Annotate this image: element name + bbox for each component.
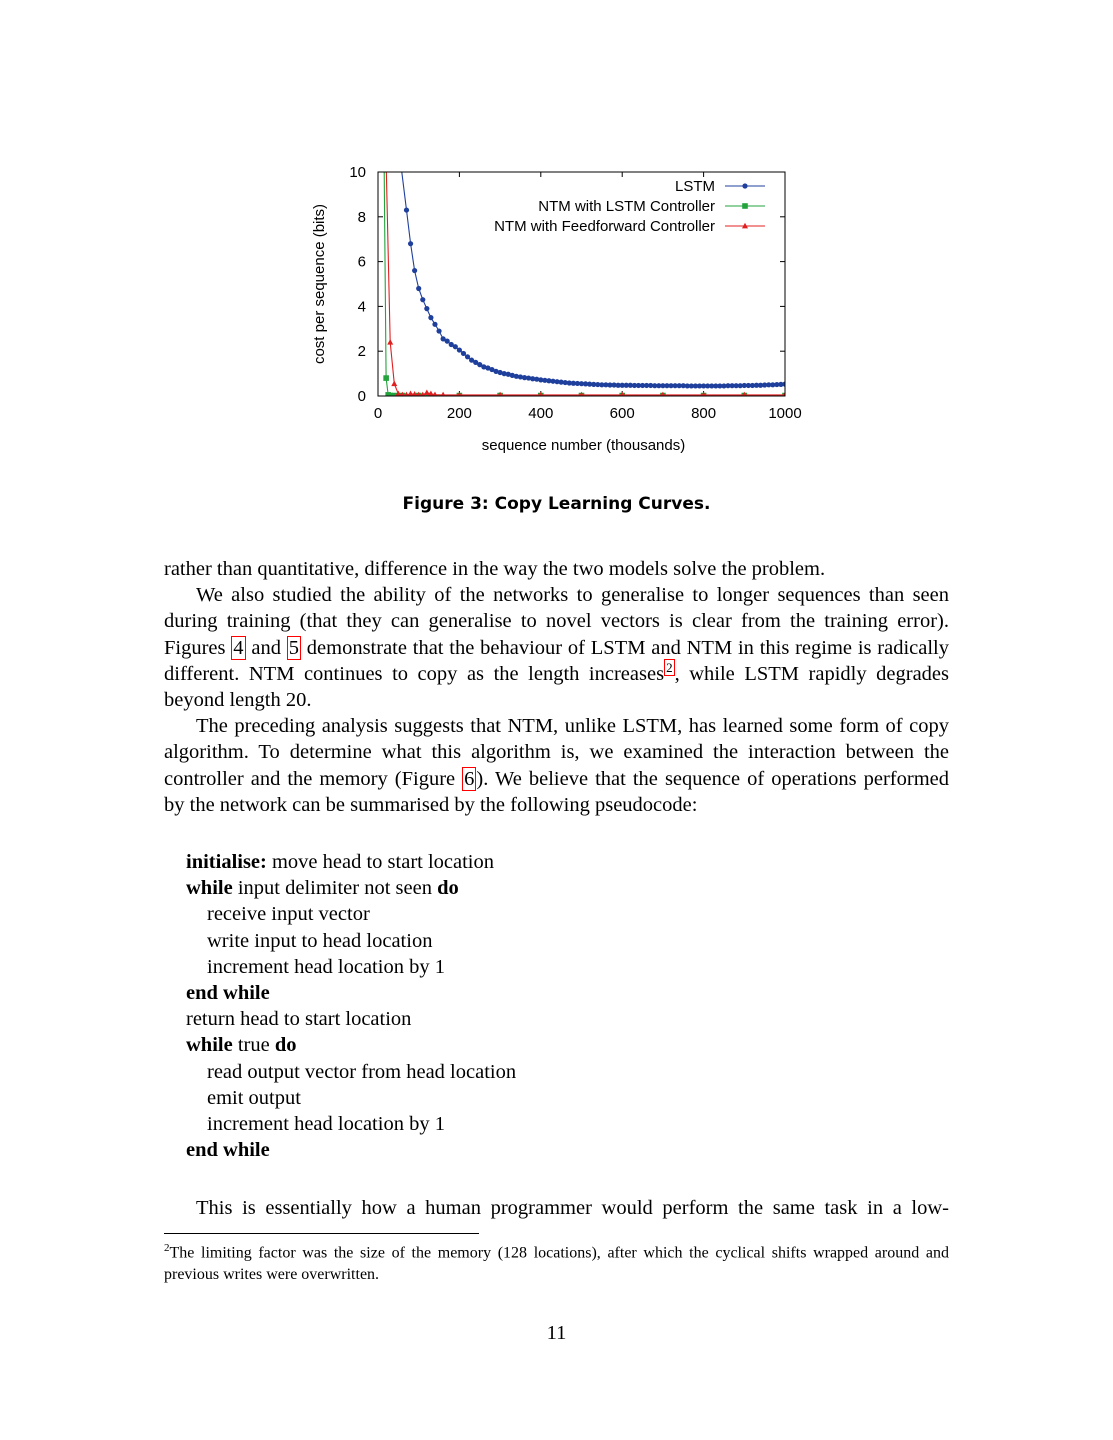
data-point-lstm (436, 328, 441, 333)
data-point-lstm (398, 158, 403, 163)
para2-text-a: We also studied the ability of the networks to generalise to longer sequences than seen during training (that they can generalise to novel vectors is clear from the training error). Figures (164, 584, 949, 659)
pseudo-text: input delimiter not seen (232, 877, 438, 900)
paragraph-2 (164, 582, 949, 713)
x-tick-label: 800 (691, 405, 717, 422)
data-point-ntm-with-feedforward-controller (424, 389, 430, 395)
series-line-ntm-with-lstm-controller (384, 161, 785, 396)
data-point-ntm-with-feedforward-controller (391, 380, 397, 386)
x-tick-label: 1000 (768, 405, 802, 422)
pseudo-line-11: increment head location by 1 (207, 1113, 445, 1136)
series-line-ntm-with-feedforward-controller (386, 161, 785, 395)
legend-label-ntm-with-feedforward-controller: NTM with Feedforward Controller (494, 218, 715, 235)
para3-text-b: ). We believe that the sequence of operations performed by the network can be summarised by the following pseudocode: (164, 767, 950, 816)
pseudo-line-7: return head to start location (186, 1008, 412, 1031)
data-point-ntm-with-lstm-controller (381, 158, 387, 164)
pseudo-line-10: emit output (207, 1086, 301, 1109)
para3-text-a: The preceding analysis suggests that NTM, unlike LSTM, has learned some form of copy algorithm. To determine what this algorithm is, we examined the interaction between the controller and the memory (Figure (164, 715, 949, 790)
data-point-lstm (412, 268, 417, 273)
data-point-ntm-with-feedforward-controller (387, 339, 393, 345)
legend-label-lstm: LSTM (674, 178, 715, 195)
data-point-lstm (408, 241, 413, 246)
data-point-lstm (404, 207, 409, 212)
pseudo-line-5: increment head location by 1 (207, 955, 445, 978)
footnote-mark: 2 (164, 1242, 170, 1254)
x-axis-label: sequence number (thousands) (481, 437, 686, 454)
x-tick-label: 400 (528, 405, 554, 422)
legend-label-ntm-with-lstm-controller: NTM with LSTM Controller (538, 198, 715, 215)
keyword: while (186, 1034, 233, 1057)
para2-text-c: demonstrate that the behaviour of LSTM and NTM in this regime is radically different. NTM continues to copy as the length increases (164, 636, 949, 685)
y-tick-label: 2 (357, 343, 366, 361)
keyword: initialise: (186, 851, 267, 873)
data-point-lstm (424, 306, 429, 311)
pseudo-line-3: receive input vector (207, 903, 370, 926)
data-point-lstm (420, 297, 425, 302)
x-tick-label: 0 (373, 405, 383, 422)
keyword: do (274, 1034, 297, 1057)
pseudo-line-6 (186, 980, 516, 1006)
data-point-lstm (457, 347, 462, 352)
keyword: while (186, 877, 233, 900)
y-tick-label: 6 (357, 253, 366, 271)
pseudo-text: true (232, 1034, 275, 1057)
pseudo-line-1 (186, 849, 516, 875)
pseudo-line-4: write input to head location (207, 929, 433, 952)
legend-marker-ntm-with-lstm-controller (742, 203, 748, 209)
pseudo-line-12 (186, 1137, 516, 1163)
footnote-rule (164, 1233, 479, 1234)
data-point-lstm (416, 286, 421, 291)
keyword: end while (186, 982, 270, 1005)
y-tick-label: 0 (357, 388, 366, 405)
data-point-lstm (465, 354, 470, 359)
legend-marker-lstm (742, 183, 747, 188)
footnote-2-link[interactable]: 2 (666, 659, 673, 675)
figure-caption: Figure 3: Copy Learning Curves. (402, 494, 711, 514)
data-point-lstm (461, 351, 466, 356)
paragraph-1: rather than quantitative, difference in the way the two models solve the problem. (164, 558, 826, 580)
para2-text-b: and (245, 636, 287, 659)
chart-svg (300, 150, 830, 470)
body-text (164, 556, 949, 818)
learning-curves-figure (300, 150, 830, 470)
data-point-lstm (428, 315, 433, 320)
figure-6-link[interactable]: 6 (464, 767, 475, 790)
pseudocode-block (186, 849, 516, 1163)
page-number: 11 (546, 1322, 567, 1344)
figure-4-link[interactable]: 4 (233, 636, 244, 659)
pseudo-line-9: read output vector from head location (207, 1060, 517, 1083)
y-tick-label: 10 (349, 164, 366, 181)
data-point-ntm-with-lstm-controller (383, 375, 389, 381)
footnote-text: The limiting factor was the size of the memory (128 locations), after which the cyclical shifts wrapped around and previous writes were overwritten. (164, 1244, 949, 1284)
para2-text-d: , while LSTM rapidly degrades beyond length 20. (164, 662, 949, 712)
data-point-lstm (432, 322, 437, 327)
x-tick-label: 200 (446, 405, 472, 422)
data-point-ntm-with-feedforward-controller (383, 158, 389, 164)
data-point-lstm (445, 339, 450, 344)
footnote (164, 1237, 949, 1286)
keyword: end while (186, 1139, 270, 1162)
series-group (381, 158, 788, 399)
pseudo-line-8 (186, 1032, 516, 1058)
pseudo-line-2 (186, 875, 516, 901)
y-axis-label: cost per sequence (bits) (311, 203, 328, 365)
pseudo-text: move head to start location (266, 851, 495, 873)
data-point-lstm (453, 344, 458, 349)
y-tick-label: 4 (357, 298, 366, 316)
keyword: do (437, 877, 459, 900)
y-tick-label: 8 (357, 208, 366, 226)
figure-5-link[interactable]: 5 (288, 636, 299, 659)
paragraph-3 (164, 713, 949, 818)
closing-paragraph: This is essentially how a human programmer would perform the same task in a low- (196, 1197, 949, 1219)
x-tick-label: 600 (609, 405, 635, 422)
